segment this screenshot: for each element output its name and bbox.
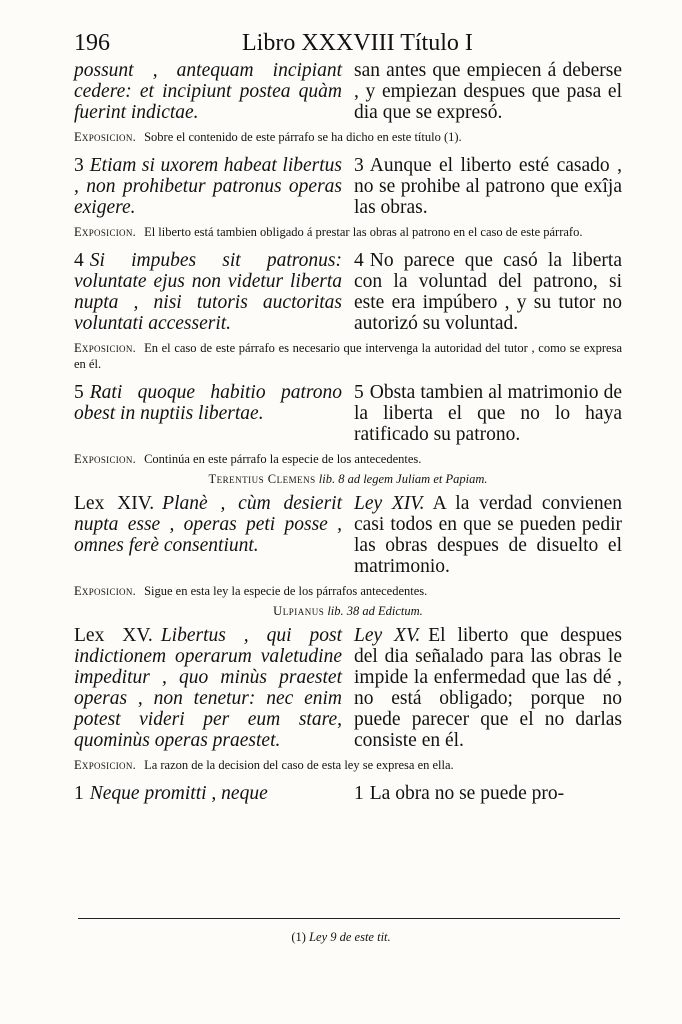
paragraph-number: 4: [354, 250, 364, 271]
page: [74, 26, 622, 804]
exposicion-label: Exposicion.: [74, 225, 137, 239]
lex-15: [74, 625, 622, 751]
exposicion-text: Sobre el contenido de este párrafo se ha dicho en este título (1).: [144, 130, 462, 144]
footnote-divider: [78, 918, 620, 919]
exposicion-note: [74, 129, 622, 145]
exposicion-label: Exposicion.: [74, 341, 137, 355]
latin-text: [74, 382, 342, 445]
latin-text: [74, 155, 342, 218]
lex-heading: Lex XV.: [74, 625, 153, 646]
paragraph-4: [74, 250, 622, 334]
spanish-body: La obra no se puede pro-: [369, 783, 565, 804]
source-citation: [74, 603, 622, 619]
exposicion-label: Exposicion.: [74, 130, 137, 144]
exposicion-text: En el caso de este párrafo es necesario que intervenga la autoridad del tutor , como se expresa en él.: [74, 341, 622, 371]
citation-reference: lib. 8 ad legem Juliam et Papiam.: [318, 472, 488, 486]
footnote-mark: (1): [291, 930, 306, 944]
spanish-body: No parece que casó la liberta con la voluntad del patrono, si este era impúbero , y su tutor no autorizó su voluntad.: [354, 250, 622, 334]
latin-body: Neque promitti , neque: [89, 783, 268, 804]
spanish-text: [354, 382, 622, 445]
latin-text: [74, 783, 342, 804]
footnote: [0, 928, 682, 946]
spanish-body: Aunque el liberto esté casado , no se prohibe al patrono que exîja las obras.: [354, 155, 622, 218]
exposicion-text: Sigue en esta ley la especie de los párrafos antecedentes.: [144, 584, 428, 598]
exposicion-note: [74, 224, 622, 240]
exposicion-label: Exposicion.: [74, 584, 137, 598]
latin-body: Planè , cùm desierit nupta esse , operas peti posse , omnes ferè consentiunt.: [74, 493, 342, 556]
latin-body: Si impubes sit patronus: voluntate ejus non videtur liberta nupta , nisi tutoris auctoritas voluntati accesserit.: [74, 250, 342, 334]
citation-author: Ulpianus: [273, 604, 325, 618]
exposicion-text: La razon de la decision del caso de esta ley se expresa en ella.: [144, 758, 454, 772]
latin-text: [74, 493, 342, 577]
spanish-text: [354, 783, 622, 804]
ley-heading: Ley XV.: [354, 625, 421, 646]
paragraph-5: [74, 382, 622, 445]
spanish-text: [354, 250, 622, 334]
exposicion-text: El liberto está tambien obligado á prestar las obras al patrono en el caso de este párrafo.: [144, 225, 583, 239]
exposicion-label: Exposicion.: [74, 452, 137, 466]
paragraph-1: [74, 783, 622, 804]
paragraph-number: 5: [74, 382, 84, 403]
paragraph-number: 3: [74, 155, 84, 176]
latin-text: possunt , antequam incipiant cedere: et incipiunt postea quàm fuerint indictae.: [74, 60, 342, 123]
page-header: [74, 26, 622, 60]
citation-reference: lib. 38 ad Edictum.: [327, 604, 423, 618]
paragraph-number: 1: [354, 783, 364, 804]
latin-text: [74, 250, 342, 334]
paragraph-3: [74, 155, 622, 218]
paragraph-number: 1: [74, 783, 84, 804]
exposicion-note: [74, 583, 622, 599]
paragraph-number: 3: [354, 155, 364, 176]
spanish-text: san antes que empiecen á deberse , y empiezan despues que pasa el dia que se expresó.: [354, 60, 622, 123]
spanish-body: A la verdad convienen casi todos en que se pueden pedir las obras despues de disuelto el matrimonio.: [354, 493, 622, 577]
exposicion-label: Exposicion.: [74, 758, 137, 772]
spanish-body: El liberto que despues del dia señalado para las obras le impide la enfermedad que las dé , no está obligado; porque no puede parecer que el no darlas consiste en él.: [354, 625, 623, 751]
paragraph-continuation: [74, 60, 622, 123]
spanish-text: [354, 625, 622, 751]
ley-heading: Ley XIV.: [354, 493, 425, 514]
latin-body: Rati quoque habitio patrono obest in nuptiis libertae.: [74, 382, 342, 424]
latin-text: [74, 625, 342, 751]
running-title: Libro XXXVIII Título I: [242, 30, 473, 56]
lex-14: [74, 493, 622, 577]
exposicion-note: [74, 340, 622, 372]
source-citation: [74, 471, 622, 487]
spanish-text: [354, 155, 622, 218]
footnote-text: Ley 9 de este tit.: [309, 930, 391, 944]
spanish-body: Obsta tambien al matrimonio de la liberta el que no lo haya ratificado su patrono.: [354, 382, 622, 445]
exposicion-text: Continúa en este párrafo la especie de los antecedentes.: [144, 452, 422, 466]
citation-author: Terentius Clemens: [208, 472, 316, 486]
latin-body: Libertus , qui post indictionem operarum valetudine impeditur , quo minùs praestet operas , non tenetur: nec enim potest videri per eum stare, quominùs operas praestet.: [74, 625, 343, 751]
latin-body: Etiam si uxorem habeat libertus , non prohibetur patronus operas exigere.: [74, 155, 342, 218]
page-number: 196: [74, 30, 110, 56]
exposicion-note: [74, 757, 622, 773]
paragraph-number: 5: [354, 382, 364, 403]
lex-heading: Lex XIV.: [74, 493, 155, 514]
paragraph-number: 4: [74, 250, 84, 271]
exposicion-note: [74, 451, 622, 467]
spanish-text: [354, 493, 622, 577]
